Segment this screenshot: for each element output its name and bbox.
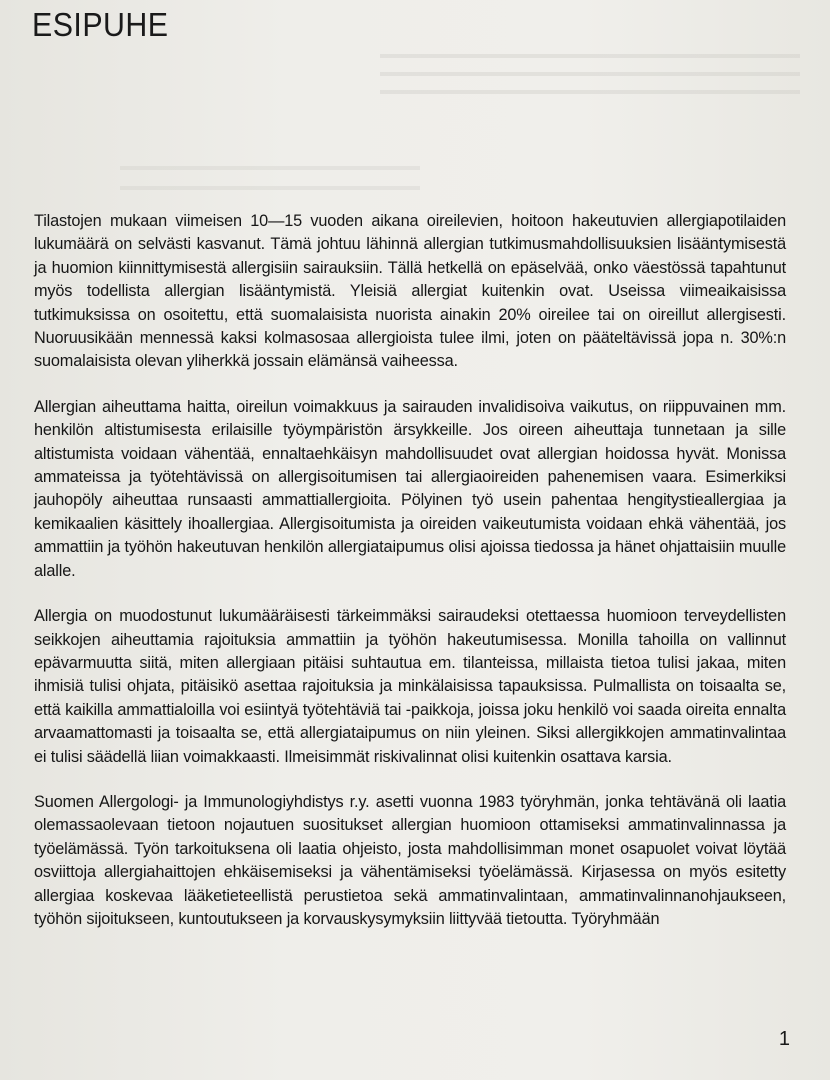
page-title: ESIPUHE: [32, 6, 169, 43]
paragraph-1: Tilastojen mukaan viimeisen 10—15 vuoden aikana oireilevien, hoitoon hakeutuvien allergiapotilaiden lukumäärä on selvästi kasvanut. Tämä johtuu lähinnä allergian tutkimusmahdollisuuksien lisääntymisestä ja huomion kiinnittymisestä allergisiin sairauksiin. Tällä hetkellä on epäselvää, onko väestössä tapahtunut myös todellista allergian lisääntymistä. Yleisiä allergiat kuitenkin ovat. Useissa viimeaikaisissa tutkimuksissa on osoitettu, että suomalaisista nuorista ainakin 20% oireilee tai on oireillut allergisesti. Nuoruusikään mennessä kaksi kolmasosaa allergioista tulee ilmi, joten on pääteltävissä jopa n. 30%:n suomalaisista olevan yliherkkä jossain elämänsä vaiheessa.: [34, 212, 786, 371]
paragraph-3: Allergia on muodostunut lukumääräisesti tärkeimmäksi sairaudeksi otettaessa huomioon terveydellisten seikkojen aiheuttamia rajoituksia ammattiin ja työhön hakeutumisessa. Monilla tahoilla on vallinnut epävarmuutta siitä, miten allergiaan pitäisi suhtautua em. tilanteissa, millaista tietoa tulisi jakaa, miten ihmisiä tulisi ohjata, pitäisikö asettaa rajoituksia ja minkälaisissa tapauksissa. Pulmallista on toisaalta se, että kaikilla ammattialoilla voi esiintyä työtehtäviä tai -paikkoja, joissa joku henkilö voi saada oireita ennalta arvaamattomasti ja toisaalta se, että allergiataipumus on niin yleinen. Siksi allergikkojen ammatinvalintaa ei tulisi säädellä liian voimakkaasti. Ilmeisimmät riskivalinnat olisi kuitenkin osattava karsia.: [34, 607, 786, 766]
bleed-through-block: [380, 40, 800, 100]
paragraph-4: Suomen Allergologi- ja Immunologiyhdistys r.y. asetti vuonna 1983 työryhmän, jonka tehtävänä oli laatia olemassaolevaan tietoon nojautuen suositukset allergian huomioon ottamiseksi ammatinvalinnassa ja työelämässä. Työn tarkoituksena oli laatia ohjeisto, josta mahdollisimman monet osapuolet voivat löytää osviittoja allergiahaittojen ehkäisemiseksi ja vähentämiseksi työelämässä. Kirjasessa on myös esitetty allergiaa koskevaa lääketieteellistä perustietoa sekä ammatinvalintaan, ammatinvalinnanohjaukseen, työhön sijoitukseen, kuntoutukseen ja korvauskysymyksiin liittyvää tietoutta. Työryhmään: [34, 792, 786, 928]
paragraph-2: Allergian aiheuttama haitta, oireilun voimakkuus ja sairauden invalidisoiva vaikutus, on riippuvainen mm. henkilön altistumisesta erilaisille työympäristön ärsykkeille. Jos oireen aiheuttaja tunnetaan ja sille altistumista voidaan vähentää, ennaltaehkäisyn mahdollisuudet ovat allergian hoidossa hyvät. Monissa ammateissa ja työtehtävissä on allergisoitumisen tai allergiaoireiden pahenemisen vaara. Esimerkiksi jauhopöly aiheuttaa runsaasti ammattiallergioita. Pölyinen työ usein pahentaa hengitystieallergiaa ja kemikaalien käsittely ihoallergiaa. Allergisoitumista ja oireiden vaikeutumista voidaan ehkä vähentää, jos ammattiin ja työhön hakeutuvan henkilön allergiataipumus olisi ajoissa tiedossa ja hänet ohjattaisiin muulle alalle.: [34, 397, 786, 580]
page-number: 1: [778, 1028, 790, 1050]
body-text: [34, 210, 786, 953]
bleed-through-block: [120, 150, 420, 190]
